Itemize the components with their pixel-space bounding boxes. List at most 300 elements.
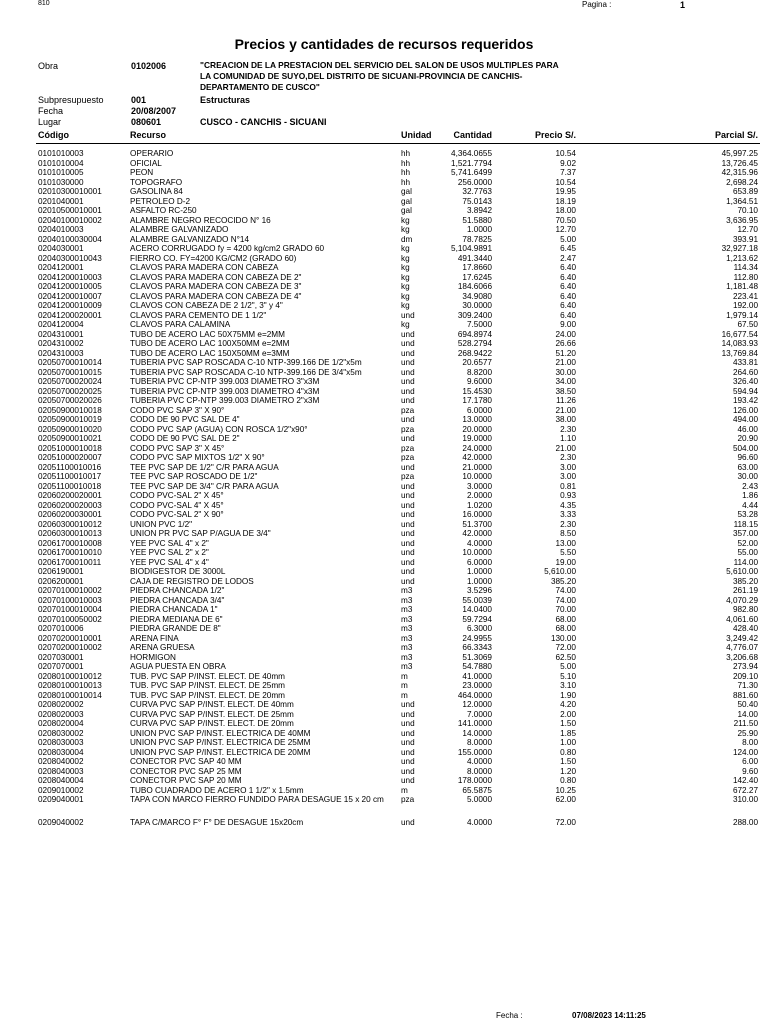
table-row bbox=[0, 254, 768, 264]
cell-code: 02050700020024 bbox=[38, 377, 102, 386]
cell-unidad: und bbox=[401, 548, 415, 557]
cell-cantidad: 14.0000 bbox=[462, 728, 492, 738]
cell-precio: 0.93 bbox=[560, 491, 576, 500]
cell-recurso: UNION PVC SAP P/INST. ELECTRICA DE 25MM bbox=[130, 738, 311, 747]
fecha-value: 20/08/2007 bbox=[131, 106, 177, 116]
cell-recurso: UNION PVC 1/2" bbox=[130, 519, 193, 529]
cell-parcial: 52.00 bbox=[737, 538, 758, 548]
cell-cantidad: 5.0000 bbox=[466, 795, 492, 804]
cell-parcial: 67.50 bbox=[737, 320, 758, 329]
cell-code: 0209040002 bbox=[38, 818, 84, 827]
cell-parcial: 385.20 bbox=[732, 576, 758, 586]
cell-unidad: und bbox=[401, 576, 415, 586]
cell-precio: 72.00 bbox=[555, 643, 576, 652]
cell-recurso: PETROLEO D-2 bbox=[130, 196, 191, 206]
cell-parcial: 2,698.24 bbox=[726, 177, 758, 187]
cell-code: 02041200020001 bbox=[38, 310, 102, 320]
table-row bbox=[0, 691, 768, 701]
cell-recurso: PIEDRA CHANCADA 3/4" bbox=[130, 595, 225, 605]
cell-precio: 1.50 bbox=[560, 719, 576, 728]
cell-cantidad: 6.0000 bbox=[466, 405, 492, 415]
cell-unidad: hh bbox=[401, 149, 411, 158]
table-row bbox=[0, 539, 768, 549]
table-row bbox=[0, 738, 768, 748]
cell-cantidad: 2.0000 bbox=[466, 491, 492, 500]
cell-unidad: pza bbox=[401, 405, 415, 415]
cell-code: 02051100010017 bbox=[38, 472, 102, 481]
cell-recurso: CONECTOR PVC SAP 25 MM bbox=[130, 766, 242, 776]
cell-recurso: CLAVOS PARA CEMENTO DE 1 1/2" bbox=[130, 310, 267, 320]
cell-cantidad: 23.0000 bbox=[462, 681, 492, 690]
cell-parcial: 3,206.68 bbox=[726, 652, 758, 662]
cell-unidad: und bbox=[401, 377, 415, 386]
cell-code: 0208040003 bbox=[38, 766, 84, 776]
column-header-unidad: Unidad bbox=[401, 130, 432, 140]
table-row bbox=[0, 235, 768, 245]
cell-recurso: UNION PVC SAP P/INST. ELECTRICA DE 20MM bbox=[130, 747, 311, 757]
cell-parcial: 288.00 bbox=[732, 818, 758, 827]
cell-unidad: m3 bbox=[401, 605, 413, 614]
table-row bbox=[0, 672, 768, 682]
cell-cantidad: 528.2794 bbox=[457, 339, 492, 348]
cell-precio: 10.54 bbox=[555, 149, 576, 158]
cell-precio: 4.35 bbox=[560, 500, 576, 510]
cell-precio: 13.00 bbox=[555, 538, 576, 548]
cell-cantidad: 3.8942 bbox=[466, 206, 492, 215]
cell-parcial: 14,083.93 bbox=[721, 339, 758, 348]
cell-parcial: 46.00 bbox=[737, 424, 758, 434]
cell-parcial: 982.80 bbox=[732, 605, 758, 614]
cell-recurso: TOPOGRAFO bbox=[130, 177, 183, 187]
cell-unidad: und bbox=[401, 538, 415, 548]
cell-precio: 3.33 bbox=[560, 510, 576, 519]
cell-cantidad: 51.5880 bbox=[462, 215, 492, 225]
table-row bbox=[0, 273, 768, 283]
cell-unidad: dm bbox=[401, 234, 413, 244]
cell-cantidad: 491.3440 bbox=[457, 253, 492, 263]
table-row bbox=[0, 596, 768, 606]
table-row bbox=[0, 558, 768, 568]
cell-recurso: CONECTOR PVC SAP 20 MM bbox=[130, 776, 242, 785]
table-row bbox=[0, 757, 768, 767]
cell-unidad: m bbox=[401, 785, 408, 795]
cell-unidad: und bbox=[401, 462, 415, 472]
table-row bbox=[0, 387, 768, 397]
cell-precio: 5,610.00 bbox=[544, 567, 576, 576]
cell-unidad: hh bbox=[401, 158, 411, 168]
cell-unidad: kg bbox=[401, 215, 410, 225]
cell-code: 0101010005 bbox=[38, 168, 84, 177]
table-row bbox=[0, 472, 768, 482]
cell-unidad: und bbox=[401, 491, 415, 500]
cell-code: 02070100050002 bbox=[38, 614, 102, 624]
cell-code: 0208040002 bbox=[38, 757, 84, 766]
cell-cantidad: 3.0000 bbox=[466, 481, 492, 491]
table-row bbox=[0, 548, 768, 558]
cell-precio: 38.50 bbox=[555, 386, 576, 396]
table-row bbox=[0, 463, 768, 473]
cell-code: 02070100010003 bbox=[38, 595, 102, 605]
cell-recurso: CURVA PVC SAP P/INST. ELECT. DE 20mm bbox=[130, 719, 294, 728]
cell-parcial: 881.60 bbox=[732, 690, 758, 700]
cell-cantidad: 3.5296 bbox=[466, 586, 492, 595]
cell-code: 02050700020026 bbox=[38, 396, 102, 405]
cell-parcial: 63.00 bbox=[737, 462, 758, 472]
cell-parcial: 30.00 bbox=[737, 472, 758, 481]
cell-recurso: CODO DE 90 PVC SAL DE 4" bbox=[130, 415, 240, 424]
cell-parcial: 9.60 bbox=[742, 766, 758, 776]
cell-cantidad: 51.3700 bbox=[462, 519, 492, 529]
cell-recurso: TUBERIA PVC SAP ROSCADA C-10 NTP-399.166 DE 1/2"x5m bbox=[130, 358, 362, 367]
cell-parcial: 428.40 bbox=[732, 624, 758, 633]
cell-unidad: pza bbox=[401, 795, 415, 804]
cell-cantidad: 21.0000 bbox=[462, 462, 492, 472]
cell-cantidad: 78.7825 bbox=[462, 234, 492, 244]
cell-precio: 3.00 bbox=[560, 472, 576, 481]
cell-recurso: CLAVOS PARA MADERA CON CABEZA DE 2" bbox=[130, 272, 302, 282]
cell-precio: 5.50 bbox=[560, 548, 576, 557]
cell-parcial: 1,364.51 bbox=[726, 196, 758, 206]
cell-parcial: 14.00 bbox=[737, 709, 758, 719]
cell-precio: 1.20 bbox=[560, 766, 576, 776]
cell-parcial: 25.90 bbox=[737, 728, 758, 738]
cell-code: 0201040001 bbox=[38, 196, 84, 206]
cell-recurso: AGUA PUESTA EN OBRA bbox=[130, 662, 226, 671]
cell-cantidad: 42.0000 bbox=[462, 529, 492, 538]
cell-recurso: CLAVOS PARA CALAMINA bbox=[130, 320, 231, 329]
cell-recurso: CLAVOS CON CABEZA DE 2 1/2", 3" y 4" bbox=[130, 301, 283, 310]
cell-parcial: 42,315.96 bbox=[721, 168, 758, 177]
table-row bbox=[0, 301, 768, 311]
cell-code: 0207030001 bbox=[38, 652, 84, 662]
cell-recurso: CLAVOS PARA MADERA CON CABEZA DE 3" bbox=[130, 282, 302, 291]
table-row bbox=[0, 818, 768, 828]
cell-unidad: m bbox=[401, 671, 408, 681]
cell-code: 0204310003 bbox=[38, 348, 84, 358]
cell-cantidad: 12.0000 bbox=[462, 700, 492, 709]
cell-code: 0208030003 bbox=[38, 738, 84, 747]
table-row bbox=[0, 368, 768, 378]
cell-cantidad: 34.9080 bbox=[462, 291, 492, 301]
cell-cantidad: 268.9422 bbox=[457, 348, 492, 358]
cell-cantidad: 13.0000 bbox=[462, 415, 492, 424]
cell-code: 0204120004 bbox=[38, 320, 84, 329]
cell-unidad: und bbox=[401, 776, 415, 785]
table-row bbox=[0, 795, 768, 813]
cell-precio: 74.00 bbox=[555, 586, 576, 595]
cell-unidad: m3 bbox=[401, 595, 413, 605]
cell-recurso: BIODIGESTOR DE 3000L bbox=[130, 567, 226, 576]
lugar-code: 080601 bbox=[131, 117, 162, 127]
cell-cantidad: 20.0000 bbox=[462, 424, 492, 434]
cell-recurso: CODO PVC-SAL 2" X 90° bbox=[130, 510, 224, 519]
cell-parcial: 53.28 bbox=[737, 510, 758, 519]
cell-recurso: PIEDRA CHANCADA 1/2" bbox=[130, 586, 225, 595]
cell-unidad: pza bbox=[401, 424, 415, 434]
table-row bbox=[0, 501, 768, 511]
cell-cantidad: 10.0000 bbox=[462, 548, 492, 557]
cell-cantidad: 75.0143 bbox=[462, 196, 492, 206]
cell-precio: 62.00 bbox=[555, 795, 576, 804]
cell-code: 02080100010012 bbox=[38, 671, 102, 681]
cell-precio: 24.00 bbox=[555, 329, 576, 339]
table-row bbox=[0, 520, 768, 530]
cell-unidad: und bbox=[401, 339, 415, 348]
table-row bbox=[0, 396, 768, 406]
cell-parcial: 45,997.25 bbox=[721, 149, 758, 158]
cell-cantidad: 6.0000 bbox=[466, 557, 492, 567]
cell-code: 02010500010001 bbox=[38, 206, 102, 215]
cell-code: 02070100010004 bbox=[38, 605, 102, 614]
cell-parcial: 433.81 bbox=[732, 358, 758, 367]
cell-parcial: 273.94 bbox=[732, 662, 758, 671]
cell-recurso: CLAVOS PARA MADERA CON CABEZA bbox=[130, 263, 279, 272]
cell-unidad: und bbox=[401, 719, 415, 728]
cell-precio: 2.30 bbox=[560, 519, 576, 529]
resources-table bbox=[0, 149, 768, 828]
table-row bbox=[0, 653, 768, 663]
column-header-cantidad: Cantidad bbox=[453, 130, 492, 140]
cell-recurso: UNION PVC SAP P/INST. ELECTRICA DE 40MM bbox=[130, 728, 311, 738]
cell-precio: 3.10 bbox=[560, 681, 576, 690]
cell-precio: 6.40 bbox=[560, 263, 576, 272]
cell-recurso: CAJA DE REGISTRO DE LODOS bbox=[130, 576, 254, 586]
cell-unidad: und bbox=[401, 510, 415, 519]
cell-code: 0204010003 bbox=[38, 225, 84, 234]
table-row bbox=[0, 719, 768, 729]
cell-cantidad: 19.0000 bbox=[462, 434, 492, 443]
cell-code: 0204310001 bbox=[38, 329, 84, 339]
table-row bbox=[0, 491, 768, 501]
cell-parcial: 1,213.62 bbox=[726, 253, 758, 263]
cell-recurso: CURVA PVC SAP P/INST. ELECT. DE 25mm bbox=[130, 709, 294, 719]
cell-code: 0208040004 bbox=[38, 776, 84, 785]
cell-unidad: und bbox=[401, 367, 415, 377]
cell-parcial: 118.15 bbox=[733, 519, 758, 529]
cell-recurso: CURVA PVC SAP P/INST. ELECT. DE 40mm bbox=[130, 700, 294, 709]
cell-recurso: OPERARIO bbox=[130, 149, 174, 158]
cell-cantidad: 17.8660 bbox=[462, 263, 492, 272]
table-row bbox=[0, 206, 768, 216]
table-row bbox=[0, 197, 768, 207]
cell-parcial: 192.00 bbox=[732, 301, 758, 310]
cell-code: 0208020003 bbox=[38, 709, 84, 719]
cell-recurso: ASFALTO RC-250 bbox=[130, 206, 197, 215]
cell-parcial: 142.40 bbox=[732, 776, 758, 785]
cell-recurso: TUBO DE ACERO LAC 100X50MM e=2MM bbox=[130, 339, 290, 348]
cell-parcial: 71.30 bbox=[737, 681, 758, 690]
cell-code: 02050900010021 bbox=[38, 434, 102, 443]
page-label: Pagina : bbox=[582, 0, 612, 9]
cell-cantidad: 1,521.7794 bbox=[451, 158, 492, 168]
cell-recurso: CODO PVC SAP 3" X 45° bbox=[130, 443, 225, 453]
cell-precio: 2.30 bbox=[560, 453, 576, 462]
cell-parcial: 504.00 bbox=[732, 443, 758, 453]
cell-precio: 38.00 bbox=[555, 415, 576, 424]
table-row bbox=[0, 444, 768, 454]
cell-cantidad: 184.6066 bbox=[457, 282, 492, 291]
cell-cantidad: 141.0000 bbox=[457, 719, 492, 728]
cell-precio: 1.10 bbox=[560, 434, 576, 443]
table-row bbox=[0, 700, 768, 710]
cell-recurso: YEE PVC SAL 4" x 2" bbox=[130, 538, 209, 548]
cell-cantidad: 15.4530 bbox=[462, 386, 492, 396]
cell-cantidad: 20.6577 bbox=[462, 358, 492, 367]
cell-recurso: TUB. PVC SAP P/INST. ELECT. DE 40mm bbox=[130, 671, 285, 681]
cell-parcial: 261.19 bbox=[732, 586, 758, 595]
cell-cantidad: 65.5875 bbox=[462, 785, 492, 795]
cell-unidad: kg bbox=[401, 291, 410, 301]
obra-description: "CREACION DE LA PRESTACION DEL SERVICIO DEL SALON DE USOS MULTIPLES PARA LA COMUNIDAD DE SUYO,DEL DISTRITO DE SICUANI-PROVINCIA DE CANCHIS-DEPARTAMENTO DE CUSCO" bbox=[200, 60, 559, 92]
cell-parcial: 8.00 bbox=[742, 738, 758, 747]
table-row bbox=[0, 605, 768, 615]
cell-recurso: TUBERIA PVC SAP ROSCADA C-10 NTP-399.166 DE 3/4"x5m bbox=[130, 367, 362, 377]
cell-unidad: gal bbox=[401, 206, 412, 215]
cell-precio: 72.00 bbox=[555, 818, 576, 827]
subpresupuesto-label: Subpresupuesto bbox=[38, 95, 104, 105]
cell-recurso: ALAMBRE NEGRO RECOCIDO N° 16 bbox=[130, 215, 271, 225]
cell-parcial: 264.60 bbox=[732, 367, 758, 377]
table-row bbox=[0, 710, 768, 720]
cell-unidad: m3 bbox=[401, 624, 413, 633]
table-row bbox=[0, 339, 768, 349]
cell-recurso: TUBERIA PVC CP-NTP 399.003 DIAMETRO 2"x3M bbox=[130, 396, 320, 405]
cell-code: 02060300010012 bbox=[38, 519, 102, 529]
cell-parcial: 124.00 bbox=[732, 747, 758, 757]
cell-parcial: 16,677.54 bbox=[721, 329, 758, 339]
cell-recurso: CODO PVC SAP MIXTOS 1/2" X 90° bbox=[130, 453, 265, 462]
cell-parcial: 4.44 bbox=[742, 500, 758, 510]
cell-unidad: kg bbox=[401, 253, 410, 263]
cell-recurso: ALAMBRE GALVANIZADO bbox=[130, 225, 229, 234]
cell-precio: 19.00 bbox=[555, 557, 576, 567]
table-row bbox=[0, 634, 768, 644]
cell-precio: 0.81 bbox=[560, 481, 576, 491]
cell-cantidad: 59.7294 bbox=[462, 614, 492, 624]
cell-cantidad: 178.0000 bbox=[457, 776, 492, 785]
cell-precio: 1.00 bbox=[560, 738, 576, 747]
cell-cantidad: 66.3343 bbox=[462, 643, 492, 652]
lugar-label: Lugar bbox=[38, 117, 62, 127]
cell-precio: 68.00 bbox=[555, 614, 576, 624]
table-row bbox=[0, 406, 768, 416]
cell-code: 02070200010002 bbox=[38, 643, 102, 652]
cell-unidad: m3 bbox=[401, 633, 413, 643]
cell-recurso: TUBERIA PVC CP-NTP 399.003 DIAMETRO 3"x3M bbox=[130, 377, 320, 386]
cell-unidad: und bbox=[401, 567, 415, 576]
cell-cantidad: 694.8974 bbox=[457, 329, 492, 339]
column-header-recurso: Recurso bbox=[130, 130, 167, 140]
cell-unidad: kg bbox=[401, 282, 410, 291]
cell-precio: 74.00 bbox=[555, 595, 576, 605]
header-rule bbox=[36, 143, 760, 144]
cell-code: 0208020002 bbox=[38, 700, 84, 709]
cell-precio: 8.50 bbox=[560, 529, 576, 538]
cell-parcial: 3,249.42 bbox=[726, 633, 758, 643]
table-row bbox=[0, 311, 768, 321]
cell-recurso: TAPA C/MARCO F° F° DE DESAGUE 15x20cm bbox=[130, 818, 304, 827]
table-row bbox=[0, 729, 768, 739]
cell-unidad: und bbox=[401, 728, 415, 738]
cell-parcial: 223.41 bbox=[732, 291, 758, 301]
page-number: 1 bbox=[680, 0, 686, 10]
cell-unidad: und bbox=[401, 709, 415, 719]
cell-unidad: und bbox=[401, 519, 415, 529]
cell-code: 02050900010020 bbox=[38, 424, 102, 434]
cell-recurso: TAPA CON MARCO FIERRO FUNDIDO PARA DESAGUE 15 x 20 cm bbox=[130, 795, 384, 804]
cell-recurso: CODO PVC-SAL 2" X 45° bbox=[130, 491, 224, 500]
cell-precio: 70.00 bbox=[555, 605, 576, 614]
cell-cantidad: 8.8200 bbox=[466, 367, 492, 377]
cell-precio: 5.10 bbox=[560, 671, 576, 681]
cell-code: 02051000010018 bbox=[38, 443, 102, 453]
cell-unidad: und bbox=[401, 818, 415, 827]
cell-precio: 130.00 bbox=[550, 633, 576, 643]
cell-precio: 3.00 bbox=[560, 462, 576, 472]
cell-recurso: UNION PR PVC SAP P/AGUA DE 3/4" bbox=[130, 529, 271, 538]
table-row bbox=[0, 225, 768, 235]
cell-unidad: m3 bbox=[401, 652, 413, 662]
cell-cantidad: 4.0000 bbox=[466, 538, 492, 548]
cell-cantidad: 155.0000 bbox=[457, 747, 492, 757]
cell-code: 0208020004 bbox=[38, 719, 84, 728]
cell-code: 02051100010018 bbox=[38, 481, 102, 491]
cell-precio: 6.40 bbox=[560, 301, 576, 310]
cell-cantidad: 6.3000 bbox=[466, 624, 492, 633]
cell-cantidad: 464.0000 bbox=[457, 690, 492, 700]
cell-precio: 34.00 bbox=[555, 377, 576, 386]
cell-parcial: 1,181.48 bbox=[726, 282, 758, 291]
cell-unidad: und bbox=[401, 481, 415, 491]
cell-recurso: ALAMBRE GALVANIZADO N°14 bbox=[130, 234, 249, 244]
cell-code: 0204310002 bbox=[38, 339, 84, 348]
cell-cantidad: 41.0000 bbox=[462, 671, 492, 681]
table-row bbox=[0, 349, 768, 359]
table-row bbox=[0, 415, 768, 425]
cell-unidad: und bbox=[401, 766, 415, 776]
lugar-description: CUSCO - CANCHIS - SICUANI bbox=[200, 117, 327, 127]
table-row bbox=[0, 586, 768, 596]
cell-unidad: und bbox=[401, 757, 415, 766]
cell-cantidad: 17.6245 bbox=[462, 272, 492, 282]
cell-parcial: 112.80 bbox=[733, 272, 758, 282]
cell-unidad: und bbox=[401, 557, 415, 567]
cell-cantidad: 4,364.0655 bbox=[451, 149, 492, 158]
cell-precio: 21.00 bbox=[555, 358, 576, 367]
obra-code: 0102006 bbox=[131, 61, 167, 71]
cell-recurso: YEE PVC SAL 2" x 2" bbox=[130, 548, 209, 557]
cell-unidad: und bbox=[401, 329, 415, 339]
cell-recurso: PIEDRA GRANDE DE 8" bbox=[130, 624, 221, 633]
cell-code: 02041200010007 bbox=[38, 291, 102, 301]
cell-recurso: TUB. PVC SAP P/INST. ELECT. DE 25mm bbox=[130, 681, 285, 690]
cell-recurso: TEE PVC SAP DE 3/4" C/R PARA AGUA bbox=[130, 481, 279, 491]
table-row bbox=[0, 320, 768, 330]
cell-unidad: kg bbox=[401, 301, 410, 310]
cell-unidad: und bbox=[401, 738, 415, 747]
cell-unidad: und bbox=[401, 358, 415, 367]
cell-parcial: 193.42 bbox=[732, 396, 758, 405]
cell-recurso: CODO DE 90 PVC SAL DE 2" bbox=[130, 434, 240, 443]
cell-cantidad: 5,741.6499 bbox=[451, 168, 492, 177]
cell-unidad: m3 bbox=[401, 643, 413, 652]
table-row bbox=[0, 529, 768, 539]
cell-unidad: m3 bbox=[401, 662, 413, 671]
cell-cantidad: 24.0000 bbox=[462, 443, 492, 453]
cell-precio: 2.30 bbox=[560, 424, 576, 434]
cell-recurso: TEE PVC SAP DE 1/2" C/R PARA AGUA bbox=[130, 462, 279, 472]
cell-parcial: 50.40 bbox=[737, 700, 758, 709]
